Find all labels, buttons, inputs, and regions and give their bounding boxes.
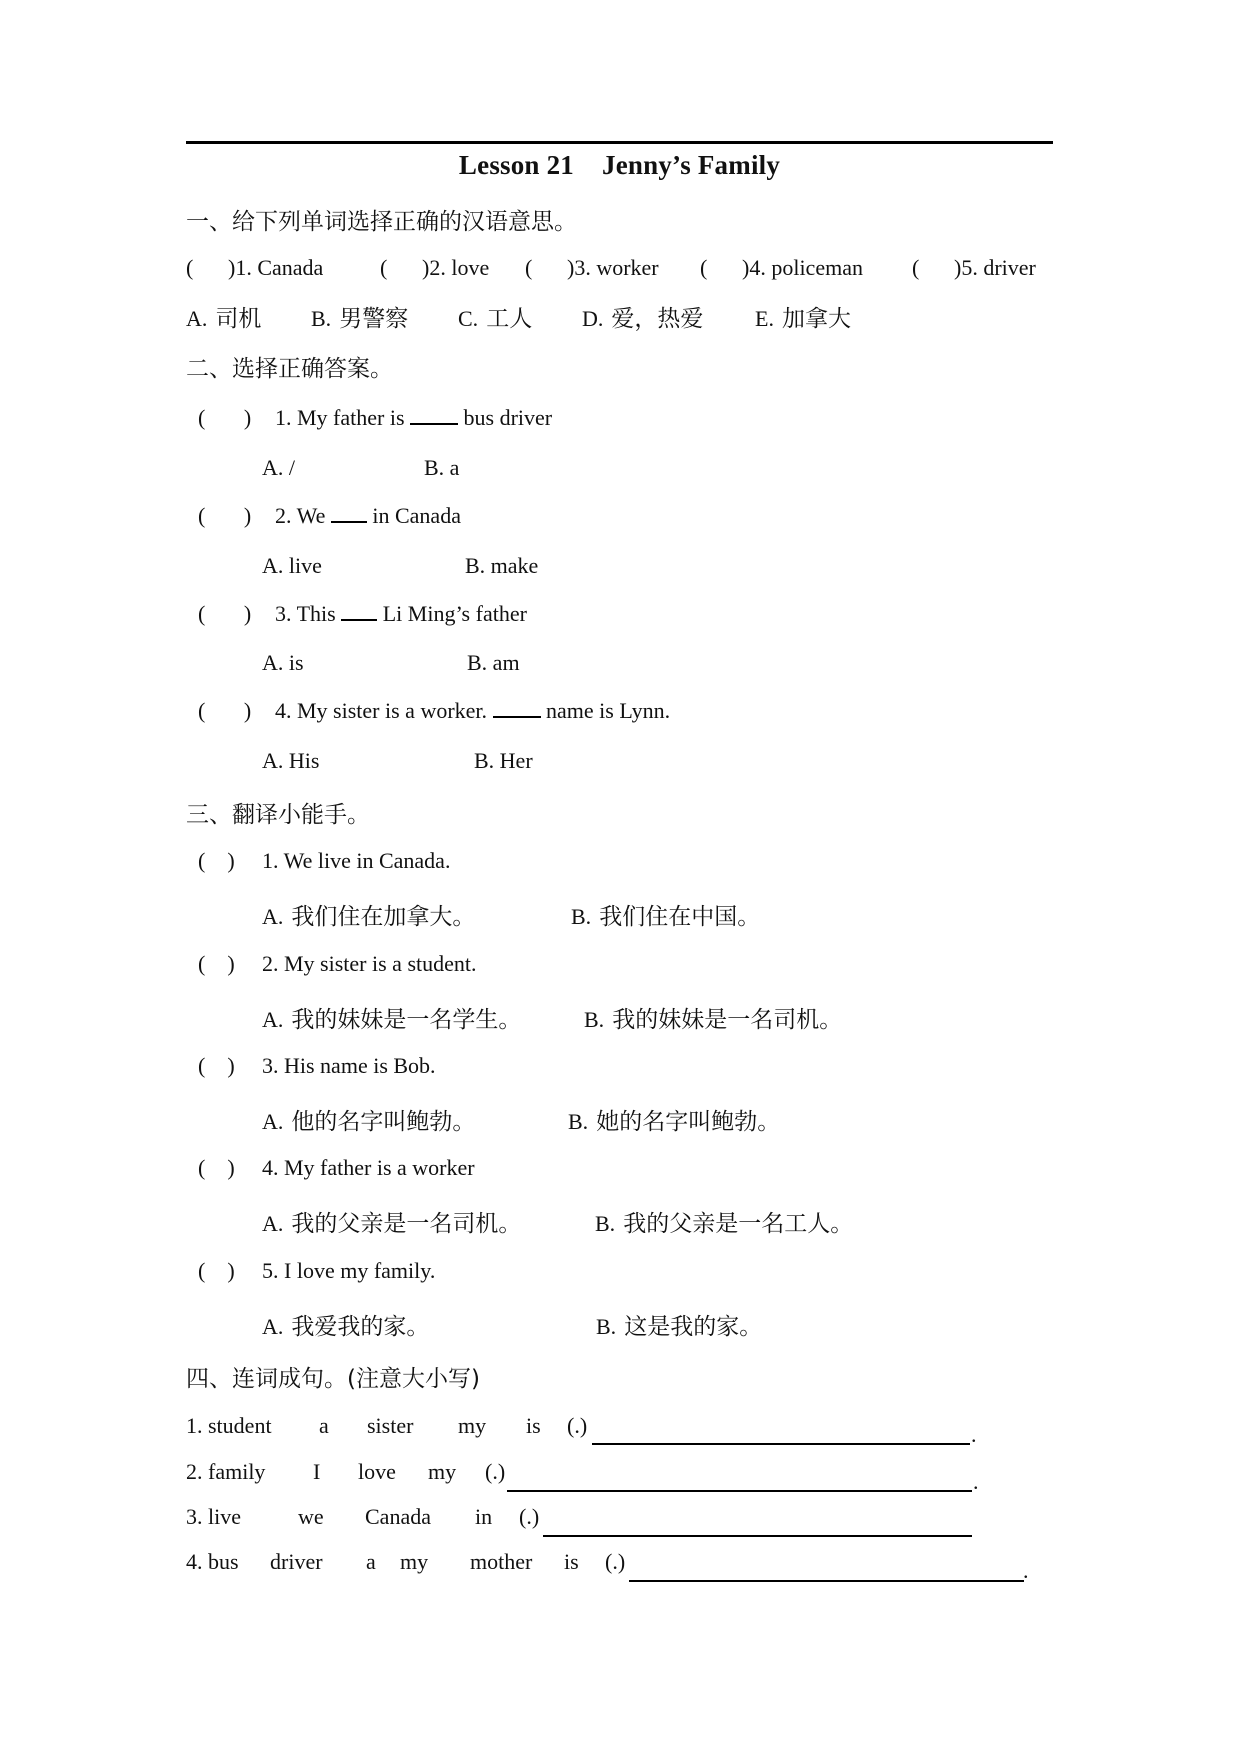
sentence-end: . (973, 1469, 979, 1494)
option-b: B. 我的妹妹是一名司机。 (584, 1007, 843, 1033)
section1-item-open-paren: ( (700, 255, 708, 280)
scrambled-word: sister (367, 1413, 414, 1438)
scrambled-word: (.) (567, 1413, 588, 1438)
answer-paren[interactable]: ( ) (198, 405, 252, 430)
option-a: A. is (262, 650, 304, 675)
option-a: A. 我的父亲是一名司机。 (262, 1211, 522, 1237)
option-b: B. make (465, 553, 539, 578)
section1-heading: 一、给下列单词选择正确的汉语意思。 (186, 209, 577, 235)
sentence-end: . (971, 1422, 977, 1447)
answer-line[interactable] (592, 1443, 970, 1445)
question-text: 2. We in Canada (275, 503, 461, 528)
scrambled-word: (.) (605, 1549, 626, 1574)
option-a: A. live (262, 553, 322, 578)
fill-blank[interactable] (341, 601, 377, 621)
section1-item-open-paren: ( (525, 255, 533, 280)
scrambled-word: 3. live (186, 1504, 241, 1529)
answer-line[interactable] (507, 1490, 972, 1492)
question-text: 4. My sister is a worker. name is Lynn. (275, 698, 671, 723)
scrambled-word: my (428, 1459, 457, 1484)
answer-line[interactable] (543, 1535, 972, 1537)
scrambled-word: I (313, 1459, 321, 1484)
section1-item-policeman[interactable]: )4. policeman (742, 255, 863, 280)
section1-item-open-paren: ( (186, 255, 194, 280)
scrambled-word: driver (270, 1549, 323, 1574)
scrambled-word: 1. student (186, 1413, 272, 1438)
fill-blank[interactable] (410, 405, 458, 425)
answer-paren[interactable]: ( ) (198, 601, 252, 626)
question-text: 3. His name is Bob. (262, 1053, 436, 1078)
option-a: A. 我的妹妹是一名学生。 (262, 1007, 522, 1033)
section1-item-worker[interactable]: )3. worker (567, 255, 659, 280)
option-b: B. a (424, 455, 460, 480)
section1-item-open-paren: ( (912, 255, 920, 280)
page-title (0, 150, 1239, 181)
scrambled-word: Canada (365, 1504, 431, 1529)
scrambled-word: (.) (519, 1504, 540, 1529)
scrambled-word: a (366, 1549, 376, 1574)
question-text: 1. We live in Canada. (262, 848, 451, 873)
sentence-end: . (1023, 1558, 1029, 1583)
choice-b: B. 男警察 (311, 306, 409, 332)
lesson-number: Lesson 21 (458, 150, 574, 180)
option-a: A. 我爱我的家。 (262, 1314, 430, 1340)
scrambled-word: 4. bus (186, 1549, 239, 1574)
answer-paren[interactable]: ( ) (198, 1258, 235, 1283)
scrambled-word: my (458, 1413, 487, 1438)
section1-item-canada[interactable]: )1. Canada (228, 255, 324, 280)
scrambled-word: is (526, 1413, 541, 1438)
section2-heading: 二、选择正确答案。 (186, 356, 393, 382)
option-a: A. 我们住在加拿大。 (262, 904, 476, 930)
option-a: A. His (262, 748, 320, 773)
section3-heading: 三、翻译小能手。 (186, 802, 370, 828)
choice-a: A. 司机 (186, 306, 262, 332)
answer-line[interactable] (629, 1580, 1024, 1582)
option-a: A. / (262, 455, 295, 480)
choice-d: D. 爱，热爱 (582, 306, 704, 332)
question-text: 5. I love my family. (262, 1258, 436, 1283)
section1-item-driver[interactable]: )5. driver (954, 255, 1036, 280)
answer-paren[interactable]: ( ) (198, 503, 252, 528)
option-b: B. Her (474, 748, 533, 773)
scrambled-word: 2. family (186, 1459, 266, 1484)
section1-item-open-paren: ( (380, 255, 388, 280)
answer-paren[interactable]: ( ) (198, 1155, 235, 1180)
answer-paren[interactable]: ( ) (198, 698, 252, 723)
header-rule (186, 141, 1053, 144)
choice-e: E. 加拿大 (755, 306, 851, 332)
scrambled-word: is (564, 1549, 579, 1574)
question-text: 3. This Li Ming’s father (275, 601, 527, 626)
fill-blank[interactable] (493, 698, 541, 718)
scrambled-word: my (400, 1549, 429, 1574)
question-text: 4. My father is a worker (262, 1155, 475, 1180)
option-b: B. 这是我的家。 (596, 1314, 763, 1340)
answer-paren[interactable]: ( ) (198, 951, 235, 976)
option-b: B. 我们住在中国。 (571, 904, 761, 930)
answer-paren[interactable]: ( ) (198, 1053, 235, 1078)
fill-blank[interactable] (331, 503, 367, 523)
option-b: B. 她的名字叫鲍勃。 (568, 1109, 781, 1135)
lesson-name: Jenny’s Family (602, 150, 781, 180)
choice-c: C. 工人 (458, 306, 533, 332)
scrambled-word: we (298, 1504, 324, 1529)
scrambled-word: (.) (485, 1459, 506, 1484)
question-text: 1. My father is bus driver (275, 405, 553, 430)
option-b: B. 我的父亲是一名工人。 (595, 1211, 854, 1237)
option-b: B. am (467, 650, 520, 675)
answer-paren[interactable]: ( ) (198, 848, 235, 873)
scrambled-word: mother (470, 1549, 533, 1574)
scrambled-word: a (319, 1413, 329, 1438)
section1-item-love[interactable]: )2. love (422, 255, 490, 280)
question-text: 2. My sister is a student. (262, 951, 477, 976)
scrambled-word: love (358, 1459, 396, 1484)
scrambled-word: in (475, 1504, 493, 1529)
section4-heading: 四、连词成句。(注意大小写) (186, 1366, 480, 1392)
option-a: A. 他的名字叫鲍勃。 (262, 1109, 476, 1135)
